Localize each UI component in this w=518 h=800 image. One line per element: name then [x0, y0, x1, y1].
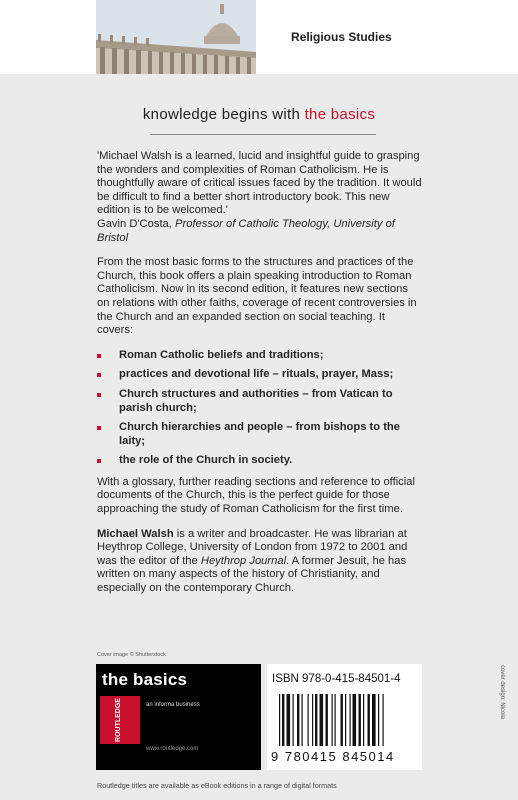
barcode-panel	[267, 664, 422, 770]
isbn-text: ISBN 978-0-415-84501-4	[272, 673, 401, 685]
colonnade-illustration	[96, 0, 256, 74]
barcode-icon	[279, 694, 419, 746]
tagline-divider	[150, 134, 376, 135]
blurb	[97, 150, 422, 607]
cover-image-credit: Cover image © Shutterstock	[97, 652, 166, 658]
cover-design-credit: cover design: Nicola	[499, 665, 505, 720]
series-tagline	[0, 106, 518, 123]
series-name: the basics	[102, 670, 188, 689]
journal-title: Heythrop Journal	[200, 554, 287, 567]
logo-wordmark: ROUTLEDGE	[115, 698, 122, 742]
endorsement-attribution	[97, 218, 422, 245]
publisher-url: www.routledge.com	[146, 746, 199, 752]
barcode-digits: 9 780415 845014	[271, 749, 395, 764]
ebook-note: Routledge titles are available as eBook editions in a range of digital formats	[97, 781, 337, 790]
tagline-accent: the basics	[304, 106, 376, 123]
endorser-name: Gavin D'Costa,	[97, 217, 175, 230]
tagline-prefix: knowledge begins with	[142, 106, 305, 123]
list-item: Church structures and authorities – from Vatican to parish church;	[97, 388, 422, 415]
endorser-title: Professor of Catholic Theology, University of Bristol	[97, 217, 395, 244]
author-bio: Michael Walsh is a writer and broadcaster. He was librarian at Heythrop College, University of London from 1972 to 2001 and was the editor of the Heythrop Journal. A former Jesuit, he has written on many aspects of the history of Christianity, and especially on the contemporary Church.	[97, 527, 408, 595]
subject-label: Religious Studies	[291, 30, 392, 44]
cover-photo	[96, 0, 256, 74]
list-item: practices and devotional life – rituals, prayer, Mass;	[97, 368, 422, 382]
bullet-icon	[97, 373, 101, 377]
series-brand-box	[96, 664, 261, 770]
list-item: Roman Catholic beliefs and traditions;	[97, 349, 422, 363]
bullet-icon	[97, 426, 101, 430]
list-item: the role of the Church in society.	[97, 454, 422, 468]
bullet-icon	[97, 354, 101, 358]
bullet-icon	[97, 459, 101, 463]
endorsement-quote: 'Michael Walsh is a learned, lucid and insightful guide to grasping the wonders and complexities of Roman Catholicism. He is thoughtfully aware of critical issues faced by the tradition. It would be difficult to find a better short introductory book. This new edition is to be welcomed.'	[97, 150, 422, 217]
description-intro: From the most basic forms to the structures and practices of the Church, this book offers a plain speaking introduction to Roman Catholicism. Now in its second edition, it features new sections on relations with other faiths, coverage of recent controversies in the Church and an expanded section on social teaching. It covers:	[97, 256, 417, 337]
author-name: Michael Walsh	[97, 527, 174, 540]
business-tagline: an informa business	[146, 702, 200, 708]
topics-list	[97, 349, 422, 468]
list-item: Church hierarchies and people – from bishops to the laity;	[97, 421, 422, 448]
description-closing: With a glossary, further reading sections and reference to official documents of the Church, this is the perfect guide for those approaching the study of Roman Catholicism for the first time.	[97, 475, 415, 516]
bullet-icon	[97, 393, 101, 397]
routledge-logo-icon	[100, 696, 140, 744]
header-band	[0, 0, 518, 74]
